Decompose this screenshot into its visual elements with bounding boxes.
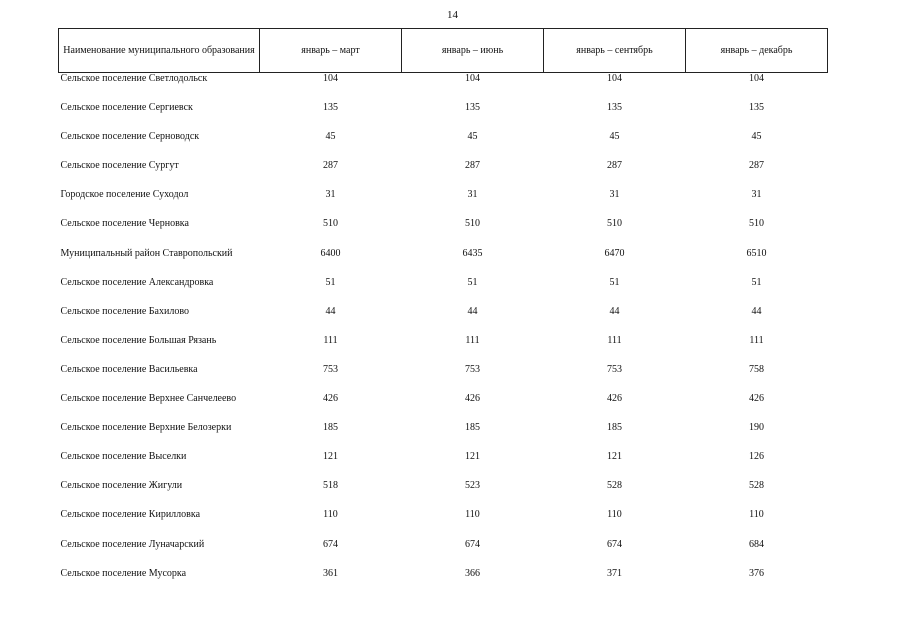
- header-row: [59, 29, 828, 73]
- cell-municipality: Сельское поселение Верхние Белозерки: [60, 422, 232, 434]
- header-jan-sep: январь – сентябрь: [544, 29, 686, 73]
- cell-jan-dec: 6510: [746, 247, 767, 259]
- cell-jan-sep: 121: [607, 451, 622, 463]
- cell-jan-jun: 44: [467, 305, 478, 317]
- cell-jan-jun: 31: [467, 189, 478, 201]
- cell-municipality: Сельское поселение Жигули: [60, 480, 183, 492]
- cell-jan-dec: 126: [749, 451, 764, 463]
- table-body: [59, 73, 828, 597]
- cell-jan-dec: 110: [749, 509, 764, 521]
- cell-jan-sep: 371: [607, 567, 622, 579]
- cell-jan-dec: 45: [751, 131, 762, 143]
- cell-jan-mar: 361: [323, 567, 338, 579]
- table-row: [59, 102, 828, 131]
- table-row: [59, 568, 828, 597]
- cell-municipality: Сельское поселение Серноводск: [60, 131, 200, 143]
- cell-jan-dec: 51: [751, 276, 762, 288]
- cell-jan-dec: 426: [749, 393, 764, 405]
- cell-jan-jun: 426: [465, 393, 480, 405]
- data-table: [58, 28, 828, 597]
- table-row: [59, 364, 828, 393]
- cell-jan-jun: 366: [465, 567, 480, 579]
- cell-jan-jun: 121: [465, 451, 480, 463]
- cell-jan-jun: 111: [465, 334, 480, 346]
- cell-jan-sep: 110: [607, 509, 622, 521]
- table-row: [59, 480, 828, 509]
- cell-jan-mar: 110: [323, 509, 338, 521]
- cell-jan-dec: 135: [749, 102, 764, 114]
- cell-jan-mar: 111: [323, 334, 338, 346]
- cell-jan-jun: 185: [465, 422, 480, 434]
- cell-municipality: Городское поселение Суходол: [60, 189, 189, 201]
- cell-municipality: Сельское поселение Черновка: [60, 218, 189, 230]
- table-row: [59, 248, 828, 277]
- cell-jan-sep: 31: [609, 189, 620, 201]
- cell-jan-mar: 510: [323, 218, 338, 230]
- cell-jan-dec: 104: [749, 73, 764, 84]
- cell-jan-mar: 518: [323, 480, 338, 492]
- cell-jan-sep: 111: [607, 334, 622, 346]
- cell-jan-dec: 684: [749, 538, 764, 550]
- table-row: [59, 218, 828, 247]
- cell-jan-mar: 674: [323, 538, 338, 550]
- cell-jan-sep: 528: [607, 480, 622, 492]
- cell-jan-jun: 45: [467, 131, 478, 143]
- cell-jan-mar: 6400: [320, 247, 341, 259]
- cell-jan-sep: 6470: [604, 247, 625, 259]
- cell-jan-sep: 185: [607, 422, 622, 434]
- table-row: [59, 335, 828, 364]
- cell-municipality: Сельское поселение Бахилово: [60, 305, 189, 317]
- cell-municipality: Сельское поселение Сергиевск: [60, 102, 193, 114]
- cell-municipality: Сельское поселение Светлодольск: [60, 73, 208, 84]
- cell-jan-sep: 51: [609, 276, 620, 288]
- cell-jan-dec: 31: [751, 189, 762, 201]
- cell-municipality: Сельское поселение Васильевка: [60, 363, 198, 375]
- cell-municipality: Сельское поселение Александровка: [60, 276, 214, 288]
- cell-jan-mar: 426: [323, 393, 338, 405]
- table-row: [59, 509, 828, 538]
- header-jan-mar: январь – март: [260, 29, 402, 73]
- cell-jan-mar: 121: [323, 451, 338, 463]
- cell-jan-mar: 185: [323, 422, 338, 434]
- cell-municipality: Сельское поселение Луначарский: [60, 538, 205, 550]
- cell-jan-dec: 190: [749, 422, 764, 434]
- cell-jan-mar: 51: [325, 276, 336, 288]
- table-row: [59, 277, 828, 306]
- cell-jan-sep: 45: [609, 131, 620, 143]
- cell-jan-dec: 528: [749, 480, 764, 492]
- cell-jan-sep: 287: [607, 160, 622, 172]
- cell-jan-sep: 510: [607, 218, 622, 230]
- cell-jan-dec: 510: [749, 218, 764, 230]
- cell-jan-mar: 135: [323, 102, 338, 114]
- cell-jan-jun: 104: [465, 73, 480, 84]
- table-row: [59, 451, 828, 480]
- page-number: 14: [447, 9, 458, 21]
- table-header: [59, 29, 828, 73]
- cell-municipality: Сельское поселение Сургут: [60, 160, 179, 172]
- table-row: [59, 189, 828, 218]
- cell-municipality: Сельское поселение Выселки: [60, 451, 187, 463]
- cell-jan-dec: 758: [749, 363, 764, 375]
- cell-jan-jun: 135: [465, 102, 480, 114]
- cell-jan-jun: 287: [465, 160, 480, 172]
- cell-jan-dec: 376: [749, 567, 764, 579]
- cell-jan-mar: 31: [325, 189, 336, 201]
- cell-jan-dec: 44: [751, 305, 762, 317]
- cell-municipality: Сельское поселение Кирилловка: [60, 509, 201, 521]
- table-row: [59, 160, 828, 189]
- cell-jan-jun: 674: [465, 538, 480, 550]
- cell-jan-mar: 45: [325, 131, 336, 143]
- cell-municipality: Муниципальный район Ставропольский: [60, 247, 233, 259]
- cell-jan-jun: 753: [465, 363, 480, 375]
- cell-jan-jun: 51: [467, 276, 478, 288]
- table-row: [59, 539, 828, 568]
- table-row: [59, 73, 828, 103]
- cell-jan-dec: 111: [749, 334, 764, 346]
- table-row: [59, 422, 828, 451]
- table-row: [59, 131, 828, 160]
- cell-municipality: Сельское поселение Большая Рязань: [60, 334, 217, 346]
- cell-jan-jun: 110: [465, 509, 480, 521]
- cell-jan-jun: 6435: [462, 247, 483, 259]
- cell-jan-sep: 753: [607, 363, 622, 375]
- header-municipality: Наименование муниципального образования: [59, 29, 260, 73]
- cell-jan-sep: 674: [607, 538, 622, 550]
- table-row: [59, 306, 828, 335]
- cell-jan-jun: 510: [465, 218, 480, 230]
- cell-jan-sep: 135: [607, 102, 622, 114]
- cell-municipality: Сельское поселение Мусорка: [60, 567, 187, 579]
- header-jan-dec: январь – декабрь: [686, 29, 828, 73]
- cell-jan-sep: 426: [607, 393, 622, 405]
- header-jan-jun: январь – июнь: [402, 29, 544, 73]
- table-row: [59, 393, 828, 422]
- cell-jan-sep: 44: [609, 305, 620, 317]
- cell-jan-mar: 104: [323, 73, 338, 84]
- cell-jan-sep: 104: [607, 73, 622, 84]
- cell-jan-mar: 44: [325, 305, 336, 317]
- cell-municipality: Сельское поселение Верхнее Санчелеево: [60, 393, 237, 405]
- cell-jan-mar: 753: [323, 363, 338, 375]
- cell-jan-jun: 523: [465, 480, 480, 492]
- cell-jan-mar: 287: [323, 160, 338, 172]
- cell-jan-dec: 287: [749, 160, 764, 172]
